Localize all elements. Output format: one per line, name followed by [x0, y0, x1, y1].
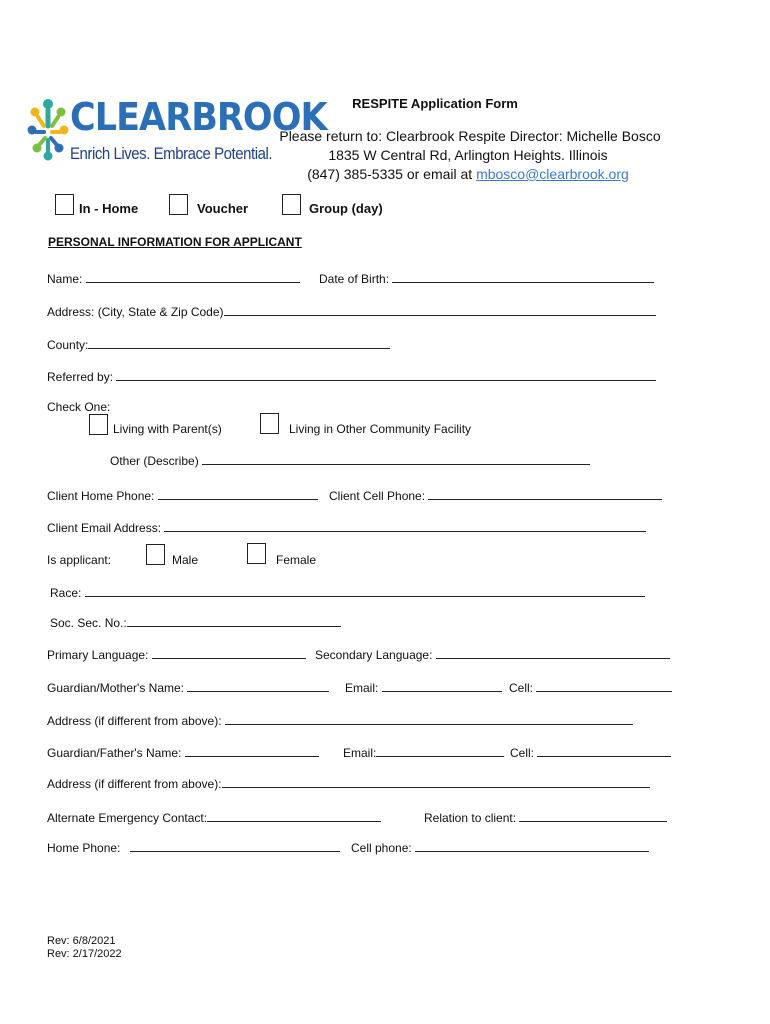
father-cell-field[interactable] — [537, 744, 671, 757]
voucher-checkbox[interactable] — [169, 194, 188, 215]
check-one-label: Check One: — [47, 400, 111, 414]
dob-label: Date of Birth: — [319, 272, 390, 286]
group-day-checkbox[interactable] — [282, 194, 301, 215]
father-cell-label: Cell: — [510, 746, 535, 760]
secondary-language-label: Secondary Language: — [315, 648, 433, 662]
race-field[interactable] — [85, 584, 645, 597]
logo-tagline: Enrich Lives. Embrace Potential. — [70, 144, 273, 163]
mother-email-row — [345, 679, 502, 695]
guardian-father-label: Guardian/Father's Name: — [47, 746, 182, 760]
other-describe-row — [110, 452, 590, 468]
client-cell-phone-label: Client Cell Phone: — [329, 489, 426, 503]
secondary-language-field[interactable] — [436, 646, 670, 659]
name-row — [47, 270, 300, 286]
ssn-row — [50, 614, 341, 630]
client-email-row — [47, 519, 646, 535]
father-email-label: Email: — [343, 746, 377, 760]
referred-by-field[interactable] — [116, 368, 656, 381]
client-email-label: Client Email Address: — [47, 521, 162, 535]
father-address-field[interactable] — [222, 775, 650, 788]
client-email-field[interactable] — [164, 519, 646, 532]
living-other-facility-checkbox[interactable] — [260, 413, 279, 434]
clearbrook-logo — [26, 94, 327, 170]
dob-row — [319, 270, 654, 286]
race-row — [50, 584, 645, 600]
other-describe-field[interactable] — [202, 452, 590, 465]
male-label: Male — [172, 553, 199, 567]
referred-by-label: Referred by: — [47, 370, 114, 384]
group-day-label: Group (day) — [309, 201, 383, 216]
address-row — [47, 303, 656, 319]
mother-email-label: Email: — [345, 681, 379, 695]
referred-by-row — [47, 368, 656, 384]
client-home-phone-field[interactable] — [158, 487, 318, 500]
logo-wordmark: CLEARBROOK — [70, 95, 327, 139]
dob-field[interactable] — [392, 270, 654, 283]
father-email-field[interactable] — [376, 744, 504, 757]
cell-phone-label: Cell phone: — [351, 841, 412, 855]
contact-phone-text: (847) 385-5335 or email at — [307, 166, 477, 182]
mother-address-label: Address (if different from above): — [47, 714, 222, 728]
living-other-facility-label: Living in Other Community Facility — [289, 422, 472, 436]
director-email-link[interactable]: mbosco@clearbrook.org — [476, 166, 629, 182]
mother-address-row — [47, 712, 633, 728]
ssn-field[interactable] — [127, 614, 341, 627]
home-phone-field[interactable] — [130, 839, 340, 852]
address-field[interactable] — [224, 303, 656, 316]
race-label: Race: — [50, 586, 82, 600]
section-title: PERSONAL INFORMATION FOR APPLICANT — [48, 235, 302, 249]
male-checkbox[interactable] — [146, 544, 165, 565]
address-line: 1835 W Central Rd, Arlington Heights. Illinois — [328, 147, 608, 163]
in-home-label: In - Home — [79, 201, 139, 216]
guardian-mother-label: Guardian/Mother's Name: — [47, 681, 185, 695]
living-with-parents-label: Living with Parent(s) — [113, 422, 222, 436]
father-address-label: Address (if different from above): — [47, 777, 222, 791]
relation-label: Relation to client: — [424, 811, 517, 825]
living-with-parents-checkbox[interactable] — [89, 414, 108, 435]
client-home-phone-row — [47, 487, 318, 503]
home-phone-row — [47, 839, 340, 855]
revision-date-1: Rev: 6/8/2021 — [47, 935, 116, 947]
client-cell-phone-field[interactable] — [428, 487, 662, 500]
county-row — [47, 336, 390, 352]
return-to-line: Please return to: Clearbrook Respite Director: Michelle Bosco — [279, 128, 661, 144]
people-mark-icon — [26, 96, 70, 166]
cell-phone-field[interactable] — [415, 839, 649, 852]
revision-date-2: Rev: 2/17/2022 — [47, 948, 122, 960]
female-checkbox[interactable] — [247, 543, 266, 564]
father-cell-row — [510, 744, 671, 760]
mother-address-field[interactable] — [225, 712, 633, 725]
father-address-row — [47, 775, 650, 791]
contact-line — [268, 166, 668, 182]
mother-cell-field[interactable] — [536, 679, 672, 692]
secondary-language-row — [315, 646, 670, 662]
female-label: Female — [276, 553, 317, 567]
name-field[interactable] — [86, 270, 300, 283]
primary-language-row — [47, 646, 306, 662]
in-home-checkbox[interactable] — [55, 194, 74, 215]
mother-email-field[interactable] — [382, 679, 502, 692]
is-applicant-label: Is applicant: — [47, 553, 112, 567]
voucher-label: Voucher — [197, 201, 249, 216]
mother-cell-row — [509, 679, 672, 695]
cell-phone-row — [351, 839, 649, 855]
guardian-father-field[interactable] — [185, 744, 319, 757]
alternate-contact-field[interactable] — [207, 809, 381, 822]
alternate-contact-row — [47, 809, 381, 825]
name-label: Name: — [47, 272, 83, 286]
county-label: County: — [47, 338, 89, 352]
father-email-row — [343, 744, 504, 760]
address-label: Address: (City, State & Zip Code) — [47, 305, 224, 319]
client-cell-phone-row — [329, 487, 662, 503]
relation-field[interactable] — [519, 809, 667, 822]
county-field[interactable] — [88, 336, 390, 349]
client-home-phone-label: Client Home Phone: — [47, 489, 155, 503]
other-describe-label: Other (Describe) — [110, 454, 199, 468]
guardian-mother-row — [47, 679, 329, 695]
alternate-contact-label: Alternate Emergency Contact: — [47, 811, 208, 825]
guardian-mother-field[interactable] — [187, 679, 329, 692]
form-title: RESPITE Application Form — [352, 96, 518, 111]
primary-language-label: Primary Language: — [47, 648, 149, 662]
ssn-label: Soc. Sec. No.: — [50, 616, 127, 630]
mother-cell-label: Cell: — [509, 681, 534, 695]
guardian-father-row — [47, 744, 319, 760]
primary-language-field[interactable] — [152, 646, 306, 659]
relation-row — [424, 809, 667, 825]
home-phone-label: Home Phone: — [47, 841, 121, 855]
